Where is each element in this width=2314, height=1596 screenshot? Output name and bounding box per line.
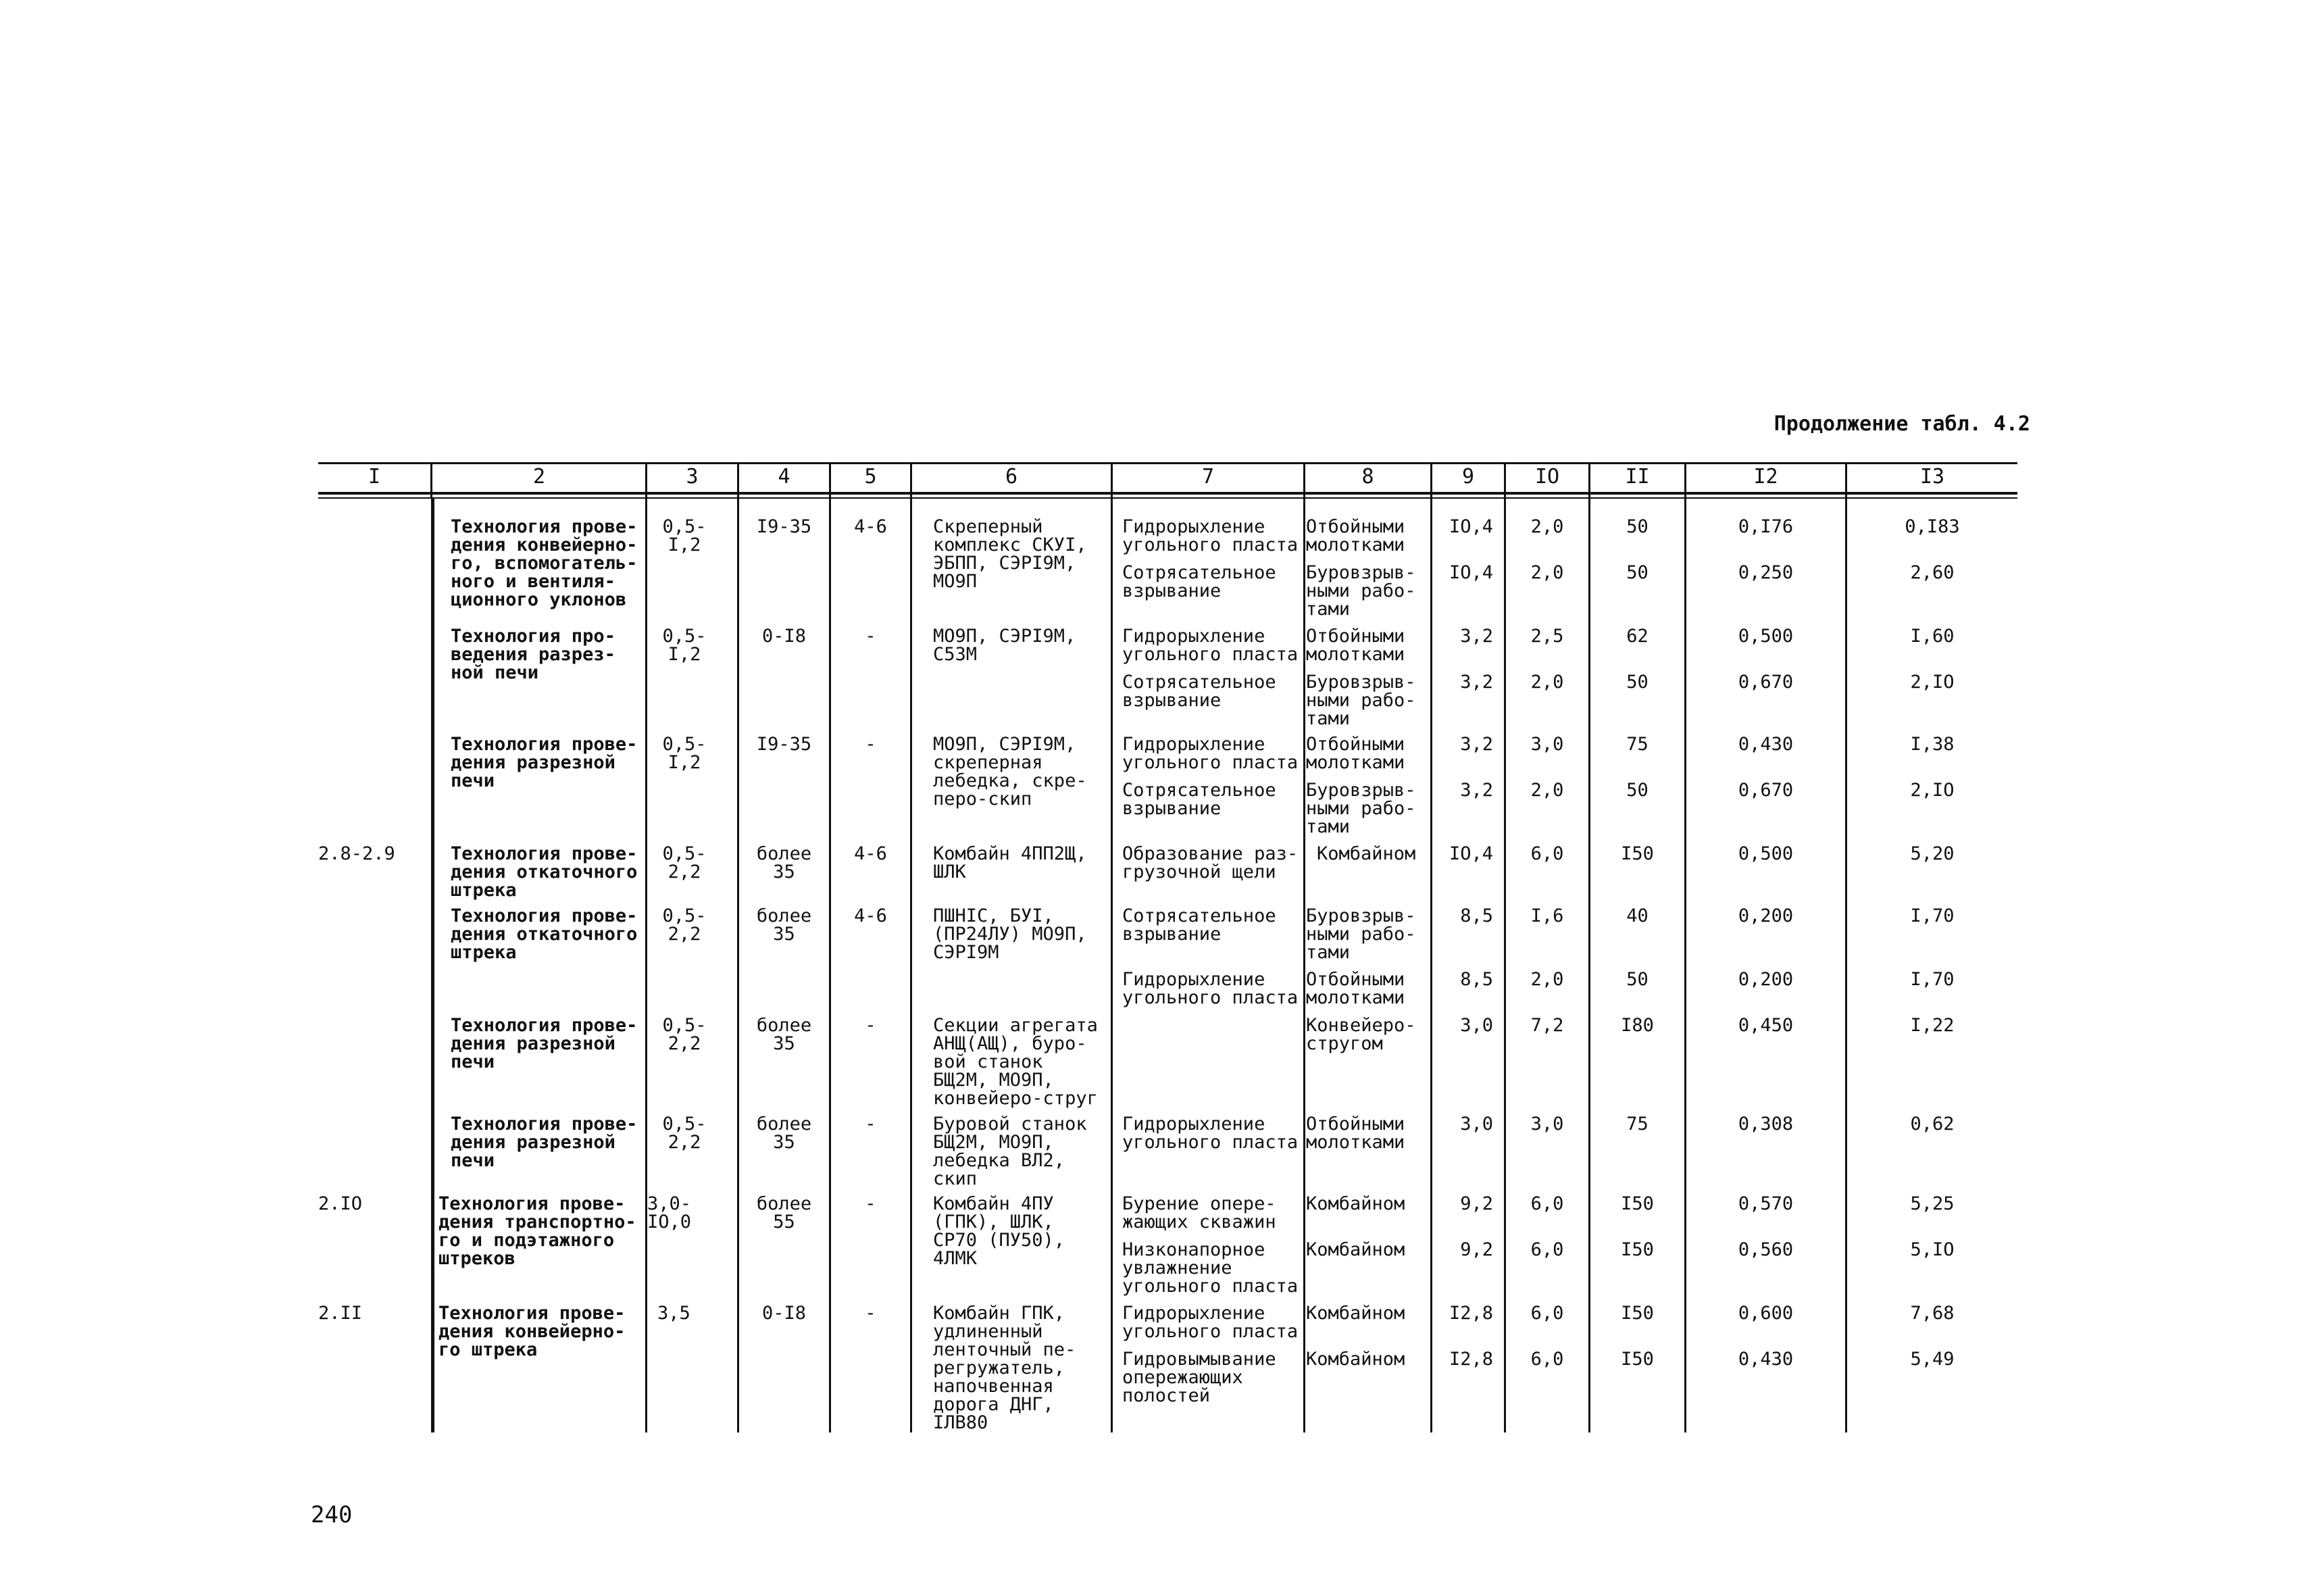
- cell-value-11: 50: [1626, 672, 1649, 693]
- cell-value-9: 3,0: [1460, 1015, 1493, 1036]
- cell-value-12: 0,430: [1738, 1349, 1794, 1370]
- cell-thickness: 0,5- I,2: [662, 734, 707, 773]
- header-bottom-rule: [318, 492, 2017, 495]
- cell-value-11: I80: [1621, 1015, 1654, 1036]
- cell-value-9: 8,5: [1460, 969, 1493, 990]
- cell-technology: Технология прове- дения откаточного штрека: [451, 843, 638, 901]
- cell-value-12: 0,I76: [1738, 516, 1794, 537]
- cell-measure: Бурение опере- жающих скважин: [1122, 1193, 1276, 1232]
- column-header: 6: [1005, 465, 1018, 489]
- column-header: 4: [778, 465, 790, 489]
- cell-section: 2.IO: [318, 1193, 363, 1214]
- column-header: I3: [1919, 465, 1945, 489]
- column-divider: [1588, 462, 1590, 1432]
- cell-angle: 0-I8: [761, 626, 807, 647]
- cell-method: Комбайном: [1306, 1303, 1405, 1324]
- cell-value-10: 6,0: [1530, 843, 1564, 864]
- cell-value-10: 2,0: [1530, 672, 1564, 693]
- column-header: IO: [1534, 465, 1560, 489]
- cell-value-10: 6,0: [1530, 1239, 1564, 1260]
- cell-value-9: 3,2: [1460, 734, 1493, 755]
- cell-value-12: 0,250: [1738, 562, 1794, 583]
- cell-equipment: ПШНIС, БУI, (ПР24ЛУ) МО9П, СЭРI9М: [933, 905, 1087, 963]
- cell-value-9: 3,2: [1460, 780, 1493, 801]
- cell-equipment: Секции агрегата АНЩ(АЩ), буро- вой станок БЩ2М, МО9П, конвейеро-струг: [933, 1015, 1098, 1109]
- cell-value-11: I50: [1621, 843, 1654, 864]
- cell-value-12: 0,200: [1738, 905, 1794, 926]
- cell-technology: Технология прове- дения конвейерно- го, вспомогатель- ного и вентиля- ционного уклонов: [451, 516, 638, 610]
- cell-value-10: 6,0: [1530, 1303, 1564, 1324]
- cell-value-13: 2,IO: [1910, 672, 1955, 693]
- cell-value-12: 0,430: [1738, 734, 1794, 755]
- column-header: 8: [1361, 465, 1374, 489]
- cell-category: 4-6: [854, 843, 887, 864]
- cell-value-10: 2,0: [1530, 516, 1564, 537]
- cell-value-13: I,22: [1910, 1015, 1955, 1036]
- cell-value-12: 0,500: [1738, 626, 1794, 647]
- cell-value-11: 62: [1626, 626, 1649, 647]
- column-header: I: [368, 465, 381, 489]
- cell-value-10: 2,0: [1530, 780, 1564, 801]
- column-divider: [1303, 462, 1305, 1432]
- cell-value-11: 50: [1626, 969, 1649, 990]
- cell-value-10: 6,0: [1530, 1349, 1564, 1370]
- cell-value-11: I50: [1621, 1193, 1654, 1214]
- column-divider: [1430, 462, 1432, 1432]
- cell-method: Буровзрыв- ными рабо- тами: [1306, 562, 1416, 620]
- cell-equipment: Комбайн 4ПП2Щ, ШЛК: [933, 843, 1087, 882]
- cell-equipment: МО9П, СЭРI9М, С53М: [933, 626, 1076, 665]
- cell-value-10: 3,0: [1530, 1114, 1564, 1134]
- column-header: 7: [1201, 465, 1215, 489]
- cell-value-13: 2,IO: [1910, 780, 1955, 801]
- cell-value-13: 5,49: [1910, 1349, 1955, 1370]
- column-divider: [737, 462, 739, 1432]
- cell-angle: более 35: [756, 843, 812, 882]
- cell-method: Отбойными молотками: [1306, 516, 1405, 555]
- cell-equipment: Скреперный комплекс СКУI, ЭБПП, СЭРI9М, МО9П: [933, 516, 1087, 592]
- cell-value-13: 5,25: [1910, 1193, 1955, 1214]
- cell-value-11: I50: [1621, 1239, 1654, 1260]
- cell-value-10: 2,0: [1530, 969, 1564, 990]
- cell-equipment: Комбайн ГПК, удлиненный ленточный пе- регружатель, напочвенная дорога ДНГ, IЛВ80: [933, 1303, 1076, 1433]
- cell-measure: Сотрясательное взрывание: [1122, 672, 1276, 711]
- cell-value-10: 6,0: [1530, 1193, 1564, 1214]
- cell-measure: Гидрорыхление угольного пласта: [1122, 969, 1299, 1008]
- cell-value-12: 0,450: [1738, 1015, 1794, 1036]
- column-divider: [1504, 462, 1506, 1432]
- cell-method: Отбойными молотками: [1306, 1114, 1405, 1153]
- cell-measure: Гидровымывание опережающих полостей: [1122, 1349, 1276, 1406]
- cell-method: Отбойными молотками: [1306, 969, 1405, 1008]
- cell-thickness: 3,5: [657, 1303, 690, 1324]
- page-number: 240: [311, 1501, 353, 1528]
- cell-method: Комбайном: [1306, 1349, 1405, 1370]
- cell-measure: Гидрорыхление угольного пласта: [1122, 626, 1299, 665]
- cell-value-11: 50: [1626, 516, 1649, 537]
- column-divider: [431, 497, 434, 1432]
- column-header: 3: [686, 465, 699, 489]
- column-divider: [1845, 462, 1847, 1432]
- cell-value-10: 2,5: [1530, 626, 1564, 647]
- cell-angle: более 35: [756, 905, 812, 945]
- cell-value-9: I2,8: [1449, 1349, 1493, 1370]
- cell-value-13: 7,68: [1910, 1303, 1955, 1324]
- cell-value-11: 75: [1626, 734, 1649, 755]
- cell-value-11: I50: [1621, 1303, 1654, 1324]
- cell-value-12: 0,670: [1738, 672, 1794, 693]
- cell-equipment: Комбайн 4ПУ (ГПК), ШЛК, СР70 (ПУ50), 4ЛМК: [933, 1193, 1065, 1269]
- cell-value-13: I,38: [1910, 734, 1955, 755]
- cell-category: 4-6: [854, 905, 887, 926]
- cell-category: 4-6: [854, 516, 887, 537]
- cell-value-11: I50: [1621, 1349, 1654, 1370]
- cell-category: -: [865, 1193, 876, 1214]
- cell-method: Буровзрыв- ными рабо- тами: [1306, 672, 1416, 729]
- cell-value-11: 40: [1626, 905, 1649, 926]
- cell-measure: Образование раз- грузочной щели: [1122, 843, 1299, 882]
- column-header: 5: [864, 465, 877, 489]
- cell-angle: более 35: [756, 1114, 812, 1153]
- cell-thickness: 3,0- IO,0: [647, 1193, 692, 1232]
- cell-angle: 0-I8: [761, 1303, 807, 1324]
- cell-value-13: 0,I83: [1905, 516, 1960, 537]
- cell-section: 2.8-2.9: [318, 843, 395, 864]
- cell-technology: Технология прове- дения транспортно- го и подэтажного штреков: [438, 1193, 636, 1269]
- cell-value-12: 0,560: [1738, 1239, 1794, 1260]
- cell-value-9: 9,2: [1460, 1239, 1493, 1260]
- column-divider: [430, 462, 432, 497]
- cell-value-12: 0,500: [1738, 843, 1794, 864]
- cell-method: Отбойными молотками: [1306, 734, 1405, 773]
- cell-value-9: 3,2: [1460, 672, 1493, 693]
- cell-value-10: I,6: [1530, 905, 1564, 926]
- column-divider: [1684, 462, 1686, 1432]
- cell-category: -: [865, 1114, 876, 1134]
- cell-value-11: 50: [1626, 562, 1649, 583]
- column-header: 9: [1461, 465, 1475, 489]
- cell-value-10: 2,0: [1530, 562, 1564, 583]
- cell-method: Конвейеро- стругом: [1306, 1015, 1416, 1054]
- cell-measure: Сотрясательное взрывание: [1122, 905, 1276, 945]
- header-second-rule: [318, 497, 2017, 499]
- cell-value-12: 0,570: [1738, 1193, 1794, 1214]
- cell-method: Комбайном: [1306, 1193, 1405, 1214]
- column-divider: [645, 462, 647, 1432]
- cell-method: Отбойными молотками: [1306, 626, 1405, 665]
- cell-value-9: 8,5: [1460, 905, 1493, 926]
- cell-technology: Технология про- ведения разрез- ной печи: [451, 626, 615, 683]
- cell-value-12: 0,600: [1738, 1303, 1794, 1324]
- cell-thickness: 0,5- 2,2: [662, 843, 707, 882]
- cell-angle: более 55: [756, 1193, 812, 1232]
- cell-category: -: [865, 734, 876, 755]
- cell-value-13: 5,20: [1910, 843, 1955, 864]
- cell-thickness: 0,5- 2,2: [662, 1015, 707, 1054]
- column-header: II: [1625, 465, 1650, 489]
- cell-value-10: 3,0: [1530, 734, 1564, 755]
- cell-technology: Технология прове- дения разрезной печи: [451, 734, 638, 791]
- cell-technology: Технология прове- дения разрезной печи: [451, 1015, 638, 1072]
- cell-value-13: I,60: [1910, 626, 1955, 647]
- cell-angle: I9-35: [756, 516, 812, 537]
- cell-measure: Гидрорыхление угольного пласта: [1122, 734, 1299, 773]
- cell-value-13: 0,62: [1910, 1114, 1955, 1134]
- cell-thickness: 0,5- 2,2: [662, 905, 707, 945]
- cell-value-12: 0,200: [1738, 969, 1794, 990]
- cell-method: Буровзрыв- ными рабо- тами: [1306, 780, 1416, 837]
- table-caption: Продолжение табл. 4.2: [1774, 412, 2030, 436]
- cell-method: Буровзрыв- ными рабо- тами: [1306, 905, 1416, 963]
- cell-value-13: I,70: [1910, 905, 1955, 926]
- cell-measure: Гидрорыхление угольного пласта: [1122, 1114, 1299, 1153]
- cell-value-13: 2,60: [1910, 562, 1955, 583]
- cell-measure: Низконапорное увлажнение угольного пласта: [1122, 1239, 1299, 1297]
- cell-value-13: 5,IO: [1910, 1239, 1955, 1260]
- cell-equipment: Буровой станок БЩ2М, МО9П, лебедка ВЛ2, скип: [933, 1114, 1087, 1189]
- cell-value-9: IO,4: [1449, 562, 1493, 583]
- cell-technology: Технология прове- дения разрезной печи: [451, 1114, 638, 1171]
- cell-angle: I9-35: [756, 734, 812, 755]
- column-divider: [1111, 462, 1113, 1432]
- cell-section: 2.II: [318, 1303, 363, 1324]
- column-divider: [910, 462, 912, 1432]
- cell-technology: Технология прове- дения откаточного штрека: [451, 905, 638, 963]
- cell-thickness: 0,5- I,2: [662, 626, 707, 665]
- cell-value-9: I2,8: [1449, 1303, 1493, 1324]
- table-top-rule: [318, 462, 2017, 464]
- cell-equipment: МО9П, СЭРI9М, скреперная лебедка, скре- перо-скип: [933, 734, 1087, 809]
- cell-method: Комбайном: [1317, 843, 1416, 864]
- cell-value-9: 3,0: [1460, 1114, 1493, 1134]
- cell-measure: Сотрясательное взрывание: [1122, 562, 1276, 601]
- cell-value-9: 3,2: [1460, 626, 1493, 647]
- cell-value-9: IO,4: [1449, 516, 1493, 537]
- cell-value-10: 7,2: [1530, 1015, 1564, 1036]
- cell-technology: Технология прове- дения конвейерно- го штрека: [438, 1303, 626, 1360]
- cell-value-11: 50: [1626, 780, 1649, 801]
- cell-thickness: 0,5- 2,2: [662, 1114, 707, 1153]
- cell-measure: Гидрорыхление угольного пласта: [1122, 516, 1299, 555]
- column-header: 2: [532, 465, 546, 489]
- cell-category: -: [865, 1015, 876, 1036]
- column-header: I2: [1753, 465, 1778, 489]
- cell-value-11: 75: [1626, 1114, 1649, 1134]
- cell-method: Комбайном: [1306, 1239, 1405, 1260]
- column-divider: [829, 462, 831, 1432]
- cell-value-12: 0,308: [1738, 1114, 1794, 1134]
- cell-measure: Сотрясательное взрывание: [1122, 780, 1276, 819]
- cell-value-9: 9,2: [1460, 1193, 1493, 1214]
- cell-category: -: [865, 626, 876, 647]
- cell-value-9: IO,4: [1449, 843, 1493, 864]
- cell-value-12: 0,670: [1738, 780, 1794, 801]
- cell-thickness: 0,5- I,2: [662, 516, 707, 555]
- cell-angle: более 35: [756, 1015, 812, 1054]
- cell-value-13: I,70: [1910, 969, 1955, 990]
- cell-category: -: [865, 1303, 876, 1324]
- data-table: [318, 462, 2017, 1432]
- cell-measure: Гидрорыхление угольного пласта: [1122, 1303, 1299, 1342]
